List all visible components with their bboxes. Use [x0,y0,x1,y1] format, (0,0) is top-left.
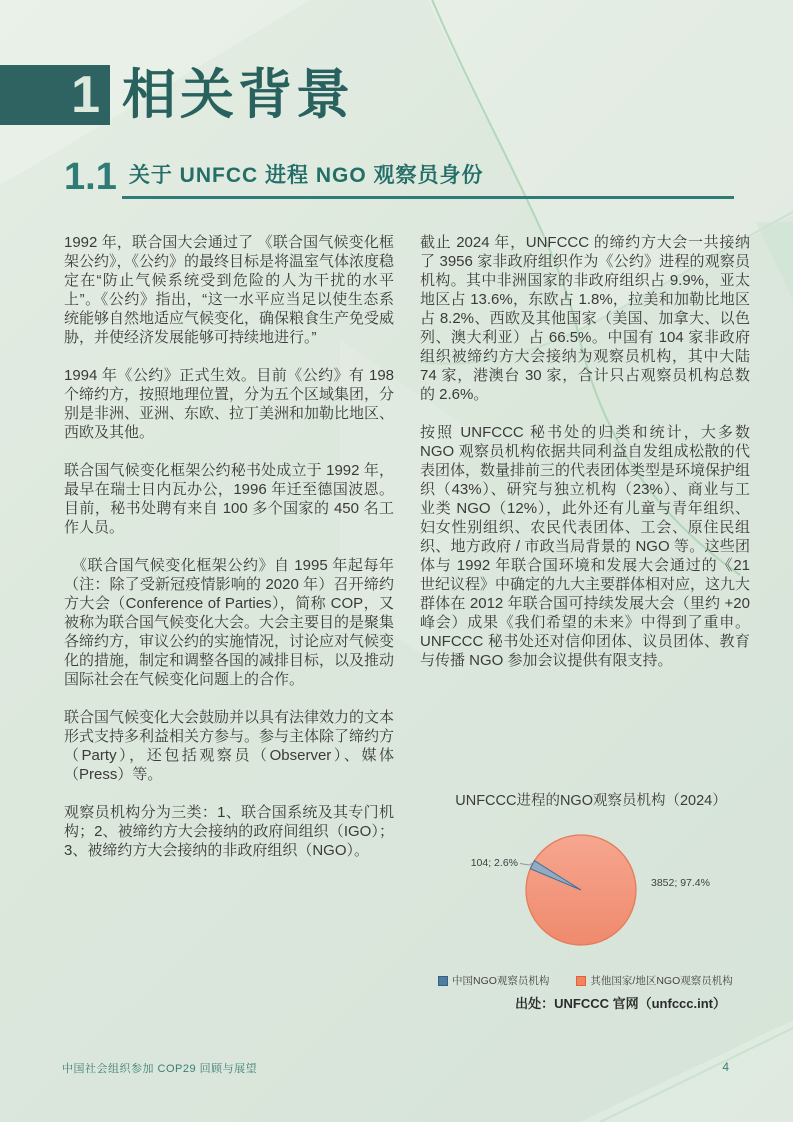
chapter-number-block [0,65,110,125]
footer-document-title: 中国社会组织参加 COP29 回顾与展望 [62,1063,258,1075]
legend-label-other: 其他国家/地区NGO观察员机构 [590,975,733,987]
paragraph: 1992 年，联合国大会通过了 《联合国气候变化框架公约》，《公约》的最终目标是将温室气体浓度稳定在“防止气候系统受到危险的人为干扰的水平上”。《公约》指出，“这一水平应当足以使生态系统能够自然地适应气候变化，确保粮食生产免受威胁，并使经济发展能够可持续地进行。” [64,234,395,346]
legend-swatch-china-icon [438,976,448,986]
chapter-header [0,65,354,125]
chart-legend [420,973,762,988]
chart-title: UNFCCC进程的NGO观察员机构（2024） [455,793,727,809]
section-underline [122,196,734,199]
paragraph: 联合国气候变化框架公约秘书处成立于 1992 年，最早在瑞士日内瓦办公，1996 年迁至德国波恩。目前，秘书处聘有来自 100 多个国家的 450 名工作人员。 [64,462,394,536]
chapter-number: 1 [71,66,100,124]
paragraph: 1994 年《公约》正式生效。目前《公约》有 198 个缔约方，按照地理位置，分为五个区域集团，分别是非洲、亚洲、东欧、拉丁美洲和加勒比地区、西欧及其他。 [64,367,395,441]
body-column-right [420,233,750,689]
paragraph: 截止 2024 年，UNFCCC 的缔约方大会一共接纳了 3956 家非政府组织作为《公约》进程的观察员机构。其中非洲国家的非政府组织占 9.9%，亚太地区占 13.6%，东欧占 1.8%，拉美和加勒比地区占 8.2%、西欧及其他国家（美国、加拿大、以色列、澳大利亚）占 66.5%。中国有 104 家非政府组织被缔约方大会接纳为观察员机构，其中大陆 74 家，港澳台 30 家，合计只占观察员机构总数的 2.6%。 [420,234,750,403]
legend-item-other [576,973,732,988]
footer-page-number: 4 [722,1060,729,1074]
paragraph: 按照 UNFCCC 秘书处的归类和统计，大多数 NGO 观察员机构依据共同利益自发组成松散的代表团体，数量排前三的代表团体类型是环境保护组织（43%）、研究与独立机构（23%）、商业与工业类 NGO（12%），此外还有儿童与青年组织、妇女性别组织、农民代表团体、工会、原住民组织、地方政府 / 市政当局背景的 NGO 等。这些团体与 1992 年联合国环境和发展大会通过的《21 世纪议程》中确定的九大主要群体相对应，这九大群体在 2012 年联合国可持续发展大会（里约 +20 峰会）成果《我们希望的未来》中得到了重申。UNFCCC 秘书处还对信仰团体、议员团体、教育与传播 NGO 参加会议提供有限支持。 [420,424,751,669]
section-number: 1.1 [64,156,117,198]
paragraph: 联合国气候变化大会鼓励并以具有法律效力的文本形式支持多利益相关方参与。参与主体除了缔约方（Party），还包括观察员（Observer）、媒体（Press）等。 [64,709,395,783]
chapter-title: 相关背景 [122,65,354,125]
paragraph: 观察员机构分为三类：1、联合国系统及其专门机构；2、被缔约方大会接纳的政府间组织（IGO）；3、被缔约方大会接纳的非政府组织（NGO）。 [64,804,394,859]
pie-chart-canvas [420,810,762,970]
legend-item-china [438,973,549,988]
pie-data-label-other: 3852; 97.4% [651,877,710,889]
body-column-left [64,233,394,879]
legend-label-china: 中国NGO观察员机构 [452,975,550,987]
section-heading [64,158,736,199]
section-title: 关于 UNFCC 进程 NGO 观察员身份 [128,164,484,187]
paragraph: 《联合国气候变化框架公约》自 1995 年起每年（注：除了受新冠疫情影响的 2020 年）召开缔约方大会（Conference of Parties），简称 COP，又被称为联合国气候变化大会。大会主要目的是聚集各缔约方，审议公约的实施情况，讨论应对气候变化的措施，制定和调整各国的减排目标，以及推动国际社会在气候变化问题上的合作。 [64,557,395,688]
pie-data-label-china: 104; 2.6% [470,857,518,869]
chart-source: 出处：UNFCCC 官网（unfccc.int） [515,996,726,1011]
legend-swatch-other-icon [576,976,586,986]
pie-chart [420,784,762,1016]
